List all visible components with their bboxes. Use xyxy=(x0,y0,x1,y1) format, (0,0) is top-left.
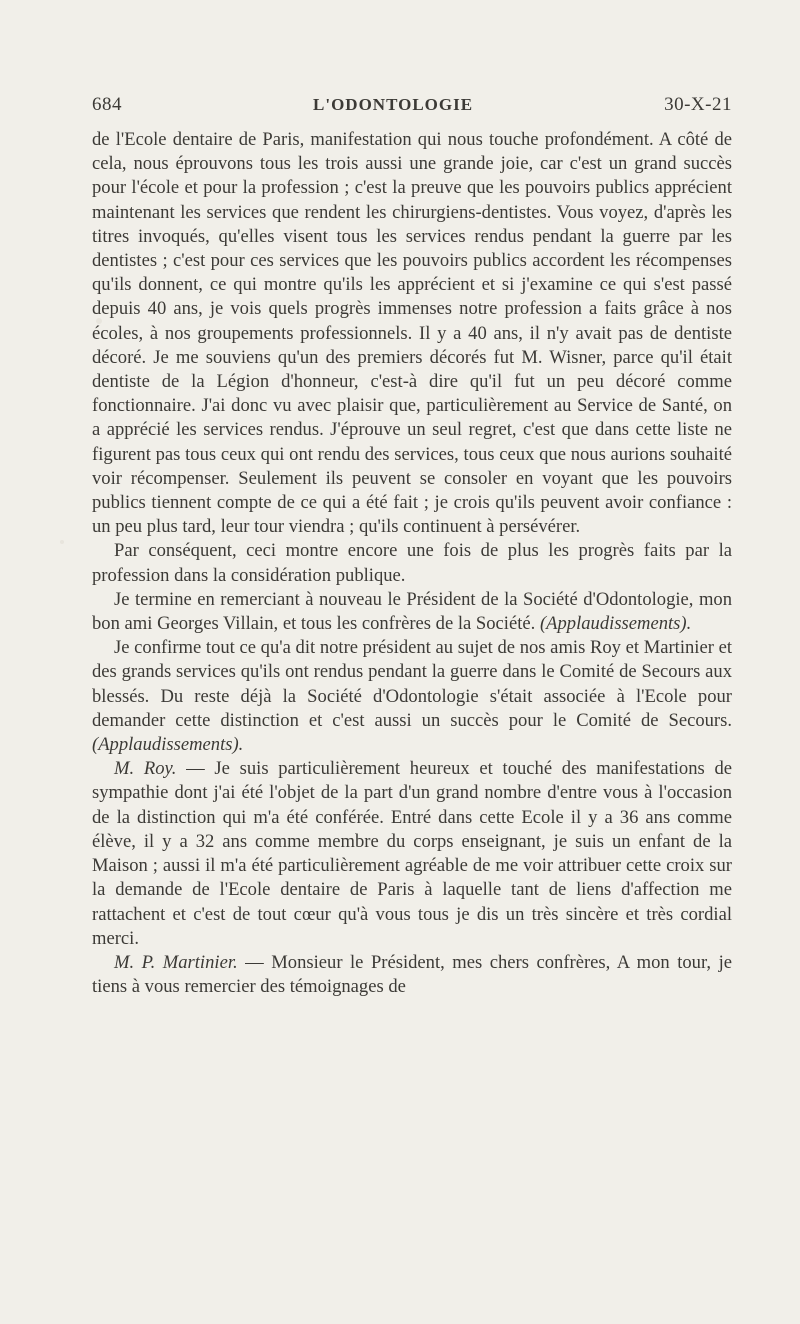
applause-note: (Applaudissements). xyxy=(92,734,244,756)
paragraph-text: — Monsieur le Président, mes chers confrères, A mon tour, je tiens à vous remercier des témoignages de xyxy=(92,951,732,998)
paper-speck xyxy=(60,540,64,544)
page-number: 684 xyxy=(92,94,122,115)
paragraph xyxy=(92,636,732,757)
applause-note: (Applaudissements). xyxy=(539,613,692,635)
document-page xyxy=(92,94,732,999)
issue-date: 30-X-21 xyxy=(664,94,732,115)
paragraph xyxy=(92,539,732,587)
running-header xyxy=(92,94,732,128)
article-body xyxy=(92,128,732,999)
paragraph-text: de l'Ecole dentaire de Paris, manifestation qui nous touche profondément. A côté de cela, nous éprouvons tous les trois aussi une grande joie, car c'est un grand succès pour l'école et pour la profession ; c'est la preuve que les pouvoirs publics apprécient maintenant les services que rendent les chirurgiens-dentistes. Vous voyez, d'après les titres invoqués, qu'elles visent tous les services rendus pendant la guerre par les dentistes ; c'est pour ces services que les pouvoirs publics accordent les récompenses qu'ils donnent, ce qui montre qu'ils les apprécient et si j'examine ce qui s'est passé depuis 40 ans, je vois quels progrès immenses notre profession a faits grâce à nos écoles, à nos groupements professionnels. Il y a 40 ans, il n'y avait pas de dentiste décoré. Je me souviens qu'un des premiers décorés fut M. Wisner, parce qu'il était dentiste de la Légion d'honneur, c'est-à dire qu'il fut un peu décoré comme fonctionnaire. J'ai donc vu avec plaisir que, particulièrement au Service de Santé, on a apprécié les services rendus. J'éprouve un seul regret, c'est que dans cette liste ne figurent pas tous ceux qui ont rendu des services, tous ceux que nous aurions souhaité voir récompenser. Seulement ils peuvent se consoler en voyant que les pouvoirs publics tiennent compte de ce qui a été fait ; je crois qu'ils peuvent avoir confiance : un peu plus tard, leur tour viendra ; qu'ils continuent à persévérer. xyxy=(92,129,732,538)
speech-paragraph xyxy=(92,951,732,999)
speech-paragraph xyxy=(92,757,732,951)
speaker-name: M. Roy. xyxy=(114,758,177,780)
paragraph-text: Je confirme tout ce qu'a dit notre président au sujet de nos amis Roy et Martinier et des grands services qu'ils ont rendus pendant la guerre dans le Comité de Secours aux blessés. Du reste déjà la Société d'Odontologie s'était associée à l'Ecole pour demander cette distinction et c'est aussi un succès pour le Comité de Secours. xyxy=(92,637,732,731)
journal-title: L'ODONTOLOGIE xyxy=(313,95,474,114)
speaker-name: M. P. Martinier. xyxy=(114,951,238,973)
paragraph-text: Par conséquent, ceci montre encore une fois de plus les progrès faits par la profession dans la considération publique. xyxy=(92,540,732,586)
paragraph-text: Je termine en remerciant à nouveau le Président de la Société d'Odontologie, mon bon ami Georges Villain, et tous les confrères de la Société. xyxy=(92,588,732,635)
paragraph-text: — Je suis particulièrement heureux et touché des manifestations de sympathie dont j'ai été l'objet de la part d'un grand nombre d'entre vous à l'occasion de la distinction qui m'a été conférée. Entré dans cette Ecole il y a 36 ans comme élève, il y a 32 ans comme membre du corps enseignant, je suis un enfant de la Maison ; aussi il m'a été particulièrement agréable de me voir attribuer cette croix sur la demande de l'Ecole dentaire de Paris à laquelle tant de liens d'affection me rattachent et c'est de tout cœur qu'à vous tous je dis un très sincère et très cordial merci. xyxy=(92,758,732,949)
paragraph xyxy=(92,588,732,636)
paragraph-continued xyxy=(92,128,732,539)
